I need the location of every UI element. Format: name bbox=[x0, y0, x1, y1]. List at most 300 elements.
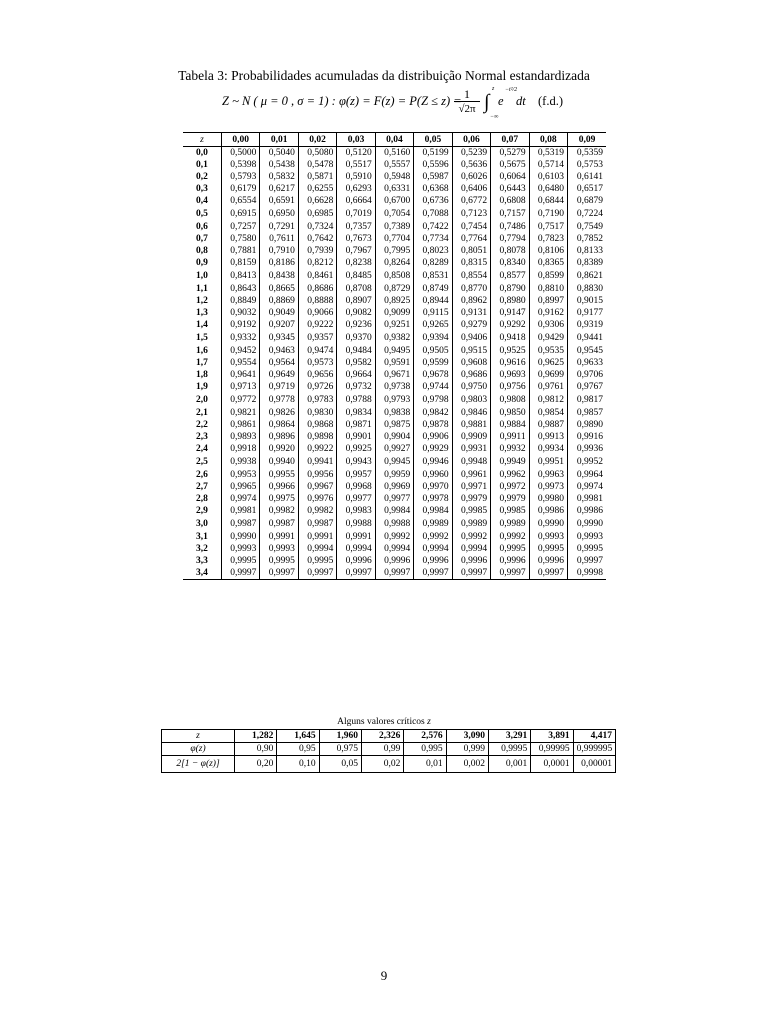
probability-cell: 0,9967 bbox=[298, 481, 336, 493]
probability-cell: 0,6026 bbox=[452, 171, 490, 183]
probability-cell: 0,9993 bbox=[529, 531, 567, 543]
probability-cell: 0,9147 bbox=[491, 307, 529, 319]
probability-cell: 0,5910 bbox=[337, 171, 375, 183]
probability-cell: 0,9394 bbox=[414, 331, 452, 345]
probability-cell: 0,9207 bbox=[260, 319, 298, 331]
probability-cell: 0,9082 bbox=[337, 307, 375, 319]
probability-cell: 0,9909 bbox=[452, 431, 490, 443]
critical-values-caption bbox=[0, 717, 768, 727]
header-col: 0,06 bbox=[452, 133, 490, 147]
probability-cell: 0,9997 bbox=[568, 555, 606, 567]
row-z-value: 1,1 bbox=[196, 284, 208, 294]
header-col: 0,09 bbox=[568, 133, 606, 147]
probability-cell: 0,5596 bbox=[414, 159, 452, 171]
probability-cell: 0,7389 bbox=[375, 221, 413, 233]
probability-cell: 0,9978 bbox=[414, 493, 452, 505]
table-row bbox=[183, 357, 606, 369]
probability-cell: 0,9981 bbox=[221, 505, 259, 517]
table-row bbox=[183, 295, 606, 307]
integral-sign: ∫ bbox=[484, 91, 490, 113]
probability-cell: 0,9441 bbox=[568, 331, 606, 345]
probability-cell: 0,6844 bbox=[529, 195, 567, 207]
probability-cell: 0,9996 bbox=[452, 555, 490, 567]
probability-cell: 0,8508 bbox=[375, 269, 413, 283]
probability-cell: 0,9987 bbox=[298, 517, 336, 531]
formula-numerator: 1 bbox=[454, 88, 480, 102]
table-row bbox=[183, 381, 606, 393]
probability-cell: 0,9545 bbox=[568, 345, 606, 357]
probability-cell: 0,9993 bbox=[568, 531, 606, 543]
probability-cell: 0,7054 bbox=[375, 207, 413, 221]
critical-cell: 2,326 bbox=[361, 730, 403, 743]
header-col: 0,03 bbox=[337, 133, 375, 147]
probability-cell: 0,8790 bbox=[491, 283, 529, 295]
table-row bbox=[183, 233, 606, 245]
probability-cell: 0,7967 bbox=[337, 245, 375, 257]
probability-cell: 0,6293 bbox=[337, 183, 375, 195]
probability-cell: 0,9871 bbox=[337, 419, 375, 431]
probability-cell: 0,9984 bbox=[375, 505, 413, 517]
probability-cell: 0,5239 bbox=[452, 147, 490, 160]
probability-cell: 0,7357 bbox=[337, 221, 375, 233]
probability-cell: 0,6591 bbox=[260, 195, 298, 207]
probability-cell: 0,7517 bbox=[529, 221, 567, 233]
probability-cell: 0,7734 bbox=[414, 233, 452, 245]
table-row bbox=[183, 543, 606, 555]
probability-cell: 0,9357 bbox=[298, 331, 336, 345]
table-title: Tabela 3: Probabilidades acumuladas da distribuição Normal estandardizada bbox=[178, 68, 590, 83]
critical-values-caption-text: Alguns valores críticos bbox=[337, 717, 425, 727]
critical-cell: 2,576 bbox=[404, 730, 446, 743]
probability-cell: 0,9982 bbox=[260, 505, 298, 517]
probability-cell: 0,7324 bbox=[298, 221, 336, 233]
row-z-value: 2,2 bbox=[196, 420, 208, 430]
formula-lhs: Z ~ N ( μ = 0 , σ = 1) : φ(z) = F(z) = P(Z ≤ z) = bbox=[222, 94, 462, 108]
probability-cell: 0,7939 bbox=[298, 245, 336, 257]
probability-cell: 0,9846 bbox=[452, 407, 490, 419]
probability-cell: 0,8133 bbox=[568, 245, 606, 257]
probability-cell: 0,8461 bbox=[298, 269, 336, 283]
probability-cell: 0,9251 bbox=[375, 319, 413, 331]
probability-cell: 0,9838 bbox=[375, 407, 413, 419]
probability-cell: 0,9857 bbox=[568, 407, 606, 419]
probability-cell: 0,6700 bbox=[375, 195, 413, 207]
probability-cell: 0,9821 bbox=[221, 407, 259, 419]
probability-cell: 0,9896 bbox=[260, 431, 298, 443]
probability-cell: 0,9993 bbox=[260, 543, 298, 555]
table-row bbox=[183, 345, 606, 357]
probability-cell: 0,9929 bbox=[414, 443, 452, 455]
critical-cell: 4,417 bbox=[573, 730, 615, 743]
probability-cell: 0,9995 bbox=[568, 543, 606, 555]
probability-cell: 0,9974 bbox=[221, 493, 259, 505]
probability-cell: 0,6772 bbox=[452, 195, 490, 207]
probability-cell: 0,9911 bbox=[491, 431, 529, 443]
critical-values-table bbox=[161, 729, 616, 773]
probability-cell: 0,5319 bbox=[529, 147, 567, 160]
probability-cell: 0,5675 bbox=[491, 159, 529, 171]
probability-cell: 0,8621 bbox=[568, 269, 606, 283]
probability-cell: 0,8577 bbox=[491, 269, 529, 283]
header-z: z bbox=[183, 133, 221, 147]
probability-cell: 0,8264 bbox=[375, 257, 413, 269]
critical-cell: 0,002 bbox=[446, 756, 488, 773]
row-z-value: 2,8 bbox=[196, 494, 208, 504]
critical-values-caption-var: z bbox=[427, 717, 431, 727]
probability-cell: 0,7881 bbox=[221, 245, 259, 257]
probability-cell: 0,8389 bbox=[568, 257, 606, 269]
table-row bbox=[183, 431, 606, 443]
table-row bbox=[183, 207, 606, 221]
probability-cell: 0,9983 bbox=[337, 505, 375, 517]
row-z-value: 0,0 bbox=[196, 148, 208, 158]
probability-cell: 0,9913 bbox=[529, 431, 567, 443]
header-col: 0,01 bbox=[260, 133, 298, 147]
table-row bbox=[183, 469, 606, 481]
table-row bbox=[183, 159, 606, 171]
probability-cell: 0,8665 bbox=[260, 283, 298, 295]
probability-cell: 0,6406 bbox=[452, 183, 490, 195]
probability-cell: 0,6368 bbox=[414, 183, 452, 195]
probability-cell: 0,9875 bbox=[375, 419, 413, 431]
probability-cell: 0,9952 bbox=[568, 455, 606, 469]
probability-cell: 0,8770 bbox=[452, 283, 490, 295]
table-row bbox=[183, 481, 606, 493]
probability-cell: 0,6554 bbox=[221, 195, 259, 207]
probability-cell: 0,7486 bbox=[491, 221, 529, 233]
probability-cell: 0,9922 bbox=[298, 443, 336, 455]
probability-cell: 0,8869 bbox=[260, 295, 298, 307]
probability-cell: 0,9994 bbox=[375, 543, 413, 555]
probability-cell: 0,9995 bbox=[529, 543, 567, 555]
row-z-value: 0,6 bbox=[196, 222, 208, 232]
probability-cell: 0,9997 bbox=[221, 567, 259, 580]
probability-cell: 0,8212 bbox=[298, 257, 336, 269]
normal-cdf-formula bbox=[222, 88, 582, 124]
probability-cell: 0,9997 bbox=[337, 567, 375, 580]
probability-cell: 0,9994 bbox=[337, 543, 375, 555]
page-number: 9 bbox=[380, 968, 388, 983]
probability-cell: 0,6217 bbox=[260, 183, 298, 195]
probability-cell: 0,9997 bbox=[529, 567, 567, 580]
normal-probability-table bbox=[183, 132, 606, 580]
probability-cell: 0,9332 bbox=[221, 331, 259, 345]
probability-cell: 0,5040 bbox=[260, 147, 298, 160]
probability-cell: 0,9959 bbox=[375, 469, 413, 481]
row-z-value: 0,8 bbox=[196, 246, 208, 256]
probability-cell: 0,7190 bbox=[529, 207, 567, 221]
critical-cell: 0,999995 bbox=[573, 743, 615, 756]
probability-cell: 0,8686 bbox=[298, 283, 336, 295]
probability-cell: 0,8599 bbox=[529, 269, 567, 283]
probability-cell: 0,9945 bbox=[375, 455, 413, 469]
probability-cell: 0,9854 bbox=[529, 407, 567, 419]
probability-cell: 0,8944 bbox=[414, 295, 452, 307]
table-row bbox=[183, 455, 606, 469]
probability-cell: 0,9131 bbox=[452, 307, 490, 319]
probability-cell: 0,8997 bbox=[529, 295, 567, 307]
probability-cell: 0,9699 bbox=[529, 369, 567, 381]
probability-cell: 0,9982 bbox=[298, 505, 336, 517]
table-row bbox=[183, 567, 606, 580]
probability-cell: 0,9463 bbox=[260, 345, 298, 357]
probability-cell: 0,9962 bbox=[491, 469, 529, 481]
table-row bbox=[183, 443, 606, 455]
probability-cell: 0,5793 bbox=[221, 171, 259, 183]
probability-cell: 0,9994 bbox=[298, 543, 336, 555]
probability-cell: 0,9980 bbox=[529, 493, 567, 505]
critical-cell: 3,090 bbox=[446, 730, 488, 743]
row-z-value: 0,4 bbox=[196, 196, 208, 206]
probability-cell: 0,9961 bbox=[452, 469, 490, 481]
probability-cell: 0,8485 bbox=[337, 269, 375, 283]
critical-cell: 0,90 bbox=[235, 743, 277, 756]
critical-cell: 1,960 bbox=[319, 730, 361, 743]
probability-cell: 0,7157 bbox=[491, 207, 529, 221]
row-z-value: 3,4 bbox=[183, 567, 221, 580]
probability-cell: 0,9834 bbox=[337, 407, 375, 419]
probability-cell: 0,9963 bbox=[529, 469, 567, 481]
probability-cell: 0,9370 bbox=[337, 331, 375, 345]
critical-cell: 1,282 bbox=[235, 730, 277, 743]
probability-cell: 0,5000 bbox=[221, 147, 259, 160]
critical-cell: 3,891 bbox=[531, 730, 573, 743]
probability-cell: 0,5517 bbox=[337, 159, 375, 171]
probability-cell: 0,9973 bbox=[529, 481, 567, 493]
probability-cell: 0,5753 bbox=[568, 159, 606, 171]
probability-cell: 0,7580 bbox=[221, 233, 259, 245]
probability-cell: 0,9306 bbox=[529, 319, 567, 331]
probability-cell: 0,6879 bbox=[568, 195, 606, 207]
probability-cell: 0,9803 bbox=[452, 393, 490, 407]
probability-cell: 0,9988 bbox=[337, 517, 375, 531]
probability-cell: 0,9649 bbox=[260, 369, 298, 381]
probability-cell: 0,9986 bbox=[529, 505, 567, 517]
probability-cell: 0,9977 bbox=[375, 493, 413, 505]
critical-cell: 0,01 bbox=[404, 756, 446, 773]
probability-cell: 0,6664 bbox=[337, 195, 375, 207]
probability-cell: 0,8238 bbox=[337, 257, 375, 269]
probability-cell: 0,9826 bbox=[260, 407, 298, 419]
probability-cell: 0,9726 bbox=[298, 381, 336, 393]
probability-cell: 0,5438 bbox=[260, 159, 298, 171]
critical-cell: 0,999 bbox=[446, 743, 488, 756]
probability-cell: 0,9975 bbox=[260, 493, 298, 505]
probability-cell: 0,9997 bbox=[375, 567, 413, 580]
probability-cell: 0,9932 bbox=[491, 443, 529, 455]
probability-cell: 0,8315 bbox=[452, 257, 490, 269]
probability-cell: 0,9898 bbox=[298, 431, 336, 443]
critical-row-label: z bbox=[162, 730, 235, 743]
probability-cell: 0,9783 bbox=[298, 393, 336, 407]
probability-cell: 0,9788 bbox=[337, 393, 375, 407]
probability-cell: 0,9997 bbox=[298, 567, 336, 580]
probability-cell: 0,6179 bbox=[221, 183, 259, 195]
probability-cell: 0,7995 bbox=[375, 245, 413, 257]
table-row bbox=[183, 419, 606, 431]
table-row bbox=[183, 331, 606, 345]
probability-cell: 0,8531 bbox=[414, 269, 452, 283]
probability-cell: 0,9989 bbox=[491, 517, 529, 531]
row-z-value: 2,5 bbox=[196, 457, 208, 467]
probability-cell: 0,7794 bbox=[491, 233, 529, 245]
formula-dt: dt bbox=[516, 94, 526, 108]
header-col: 0,00 bbox=[221, 133, 259, 147]
row-z-value: 0,1 bbox=[196, 160, 208, 170]
probability-cell: 0,5832 bbox=[260, 171, 298, 183]
probability-cell: 0,9955 bbox=[260, 469, 298, 481]
probability-cell: 0,6915 bbox=[221, 207, 259, 221]
probability-cell: 0,9901 bbox=[337, 431, 375, 443]
probability-cell: 0,9761 bbox=[529, 381, 567, 393]
probability-cell: 0,9861 bbox=[221, 419, 259, 431]
probability-cell: 0,7823 bbox=[529, 233, 567, 245]
table-row bbox=[183, 221, 606, 233]
probability-cell: 0,9686 bbox=[452, 369, 490, 381]
row-z-value: 1,9 bbox=[196, 382, 208, 392]
table-row bbox=[183, 407, 606, 419]
table-row bbox=[183, 319, 606, 331]
probability-cell: 0,7611 bbox=[260, 233, 298, 245]
probability-cell: 0,9985 bbox=[491, 505, 529, 517]
probability-cell: 0,9977 bbox=[337, 493, 375, 505]
probability-cell: 0,9554 bbox=[221, 357, 259, 369]
table-row bbox=[183, 269, 606, 283]
probability-cell: 0,7454 bbox=[452, 221, 490, 233]
probability-cell: 0,5557 bbox=[375, 159, 413, 171]
probability-cell: 0,7422 bbox=[414, 221, 452, 233]
row-z-value: 2,3 bbox=[196, 432, 208, 442]
probability-cell: 0,7291 bbox=[260, 221, 298, 233]
table-row bbox=[183, 183, 606, 195]
probability-cell: 0,9812 bbox=[529, 393, 567, 407]
probability-cell: 0,7088 bbox=[414, 207, 452, 221]
probability-cell: 0,9656 bbox=[298, 369, 336, 381]
probability-cell: 0,9992 bbox=[452, 531, 490, 543]
probability-cell: 0,9987 bbox=[260, 517, 298, 531]
probability-cell: 0,8749 bbox=[414, 283, 452, 295]
probability-cell: 0,9995 bbox=[260, 555, 298, 567]
critical-cell: 0,95 bbox=[277, 743, 319, 756]
probability-cell: 0,9981 bbox=[568, 493, 606, 505]
probability-cell: 0,7257 bbox=[221, 221, 259, 233]
table-row bbox=[183, 147, 606, 160]
probability-cell: 0,5398 bbox=[221, 159, 259, 171]
probability-cell: 0,8643 bbox=[221, 283, 259, 295]
header-col: 0,05 bbox=[414, 133, 452, 147]
row-z-value: 1,0 bbox=[196, 271, 208, 281]
probability-cell: 0,9582 bbox=[337, 357, 375, 369]
probability-cell: 0,9015 bbox=[568, 295, 606, 307]
critical-cell: 3,291 bbox=[488, 730, 530, 743]
probability-cell: 0,5714 bbox=[529, 159, 567, 171]
row-z-value: 2,7 bbox=[196, 482, 208, 492]
probability-cell: 0,9345 bbox=[260, 331, 298, 345]
probability-cell: 0,9850 bbox=[491, 407, 529, 419]
row-z-value: 1,6 bbox=[196, 346, 208, 356]
probability-cell: 0,9918 bbox=[221, 443, 259, 455]
probability-cell: 0,9793 bbox=[375, 393, 413, 407]
probability-cell: 0,9671 bbox=[375, 369, 413, 381]
probability-cell: 0,9608 bbox=[452, 357, 490, 369]
probability-cell: 0,8729 bbox=[375, 283, 413, 295]
probability-cell: 0,8106 bbox=[529, 245, 567, 257]
probability-cell: 0,5871 bbox=[298, 171, 336, 183]
probability-cell: 0,7019 bbox=[337, 207, 375, 221]
probability-cell: 0,9474 bbox=[298, 345, 336, 357]
probability-cell: 0,9738 bbox=[375, 381, 413, 393]
probability-cell: 0,9946 bbox=[414, 455, 452, 469]
probability-cell: 0,8186 bbox=[260, 257, 298, 269]
probability-cell: 0,9292 bbox=[491, 319, 529, 331]
probability-cell: 0,7704 bbox=[375, 233, 413, 245]
probability-cell: 0,9989 bbox=[452, 517, 490, 531]
probability-cell: 0,9989 bbox=[414, 517, 452, 531]
probability-cell: 0,8289 bbox=[414, 257, 452, 269]
critical-cell: 0,995 bbox=[404, 743, 446, 756]
critical-cell: 0,0001 bbox=[531, 756, 573, 773]
probability-cell: 0,9693 bbox=[491, 369, 529, 381]
table-row bbox=[183, 257, 606, 269]
probability-cell: 0,9756 bbox=[491, 381, 529, 393]
probability-cell: 0,9990 bbox=[568, 517, 606, 531]
row-z-value: 1,4 bbox=[196, 320, 208, 330]
critical-row bbox=[162, 756, 616, 773]
probability-cell: 0,9965 bbox=[221, 481, 259, 493]
probability-cell: 0,9970 bbox=[414, 481, 452, 493]
probability-cell: 0,9920 bbox=[260, 443, 298, 455]
probability-cell: 0,9990 bbox=[221, 531, 259, 543]
probability-cell: 0,8849 bbox=[221, 295, 259, 307]
table-row bbox=[183, 307, 606, 319]
probability-cell: 0,9996 bbox=[491, 555, 529, 567]
probability-cell: 0,9956 bbox=[298, 469, 336, 481]
probability-cell: 0,7123 bbox=[452, 207, 490, 221]
probability-cell: 0,7910 bbox=[260, 245, 298, 257]
probability-cell: 0,9997 bbox=[491, 567, 529, 580]
probability-cell: 0,9616 bbox=[491, 357, 529, 369]
table-row bbox=[183, 245, 606, 257]
probability-cell: 0,6255 bbox=[298, 183, 336, 195]
probability-cell: 0,9525 bbox=[491, 345, 529, 357]
probability-cell: 0,9960 bbox=[414, 469, 452, 481]
probability-cell: 0,7642 bbox=[298, 233, 336, 245]
probability-cell: 0,9994 bbox=[452, 543, 490, 555]
critical-row-label: 2[1 − φ(z)] bbox=[162, 756, 235, 773]
probability-cell: 0,9951 bbox=[529, 455, 567, 469]
probability-cell: 0,8554 bbox=[452, 269, 490, 283]
probability-cell: 0,8888 bbox=[298, 295, 336, 307]
row-z-value: 2,6 bbox=[196, 470, 208, 480]
critical-cell: 0,9995 bbox=[488, 743, 530, 756]
probability-cell: 0,6736 bbox=[414, 195, 452, 207]
probability-cell: 0,9778 bbox=[260, 393, 298, 407]
probability-cell: 0,9990 bbox=[529, 517, 567, 531]
probability-cell: 0,9884 bbox=[491, 419, 529, 431]
probability-cell: 0,9830 bbox=[298, 407, 336, 419]
probability-cell: 0,9925 bbox=[337, 443, 375, 455]
probability-cell: 0,9985 bbox=[452, 505, 490, 517]
table-header-row bbox=[183, 133, 606, 147]
probability-cell: 0,8413 bbox=[221, 269, 259, 283]
critical-cell: 0,975 bbox=[319, 743, 361, 756]
probability-cell: 0,8078 bbox=[491, 245, 529, 257]
probability-cell: 0,9864 bbox=[260, 419, 298, 431]
row-z-value: 1,5 bbox=[196, 333, 208, 343]
header-col: 0,07 bbox=[491, 133, 529, 147]
table-row bbox=[183, 555, 606, 567]
probability-cell: 0,6103 bbox=[529, 171, 567, 183]
